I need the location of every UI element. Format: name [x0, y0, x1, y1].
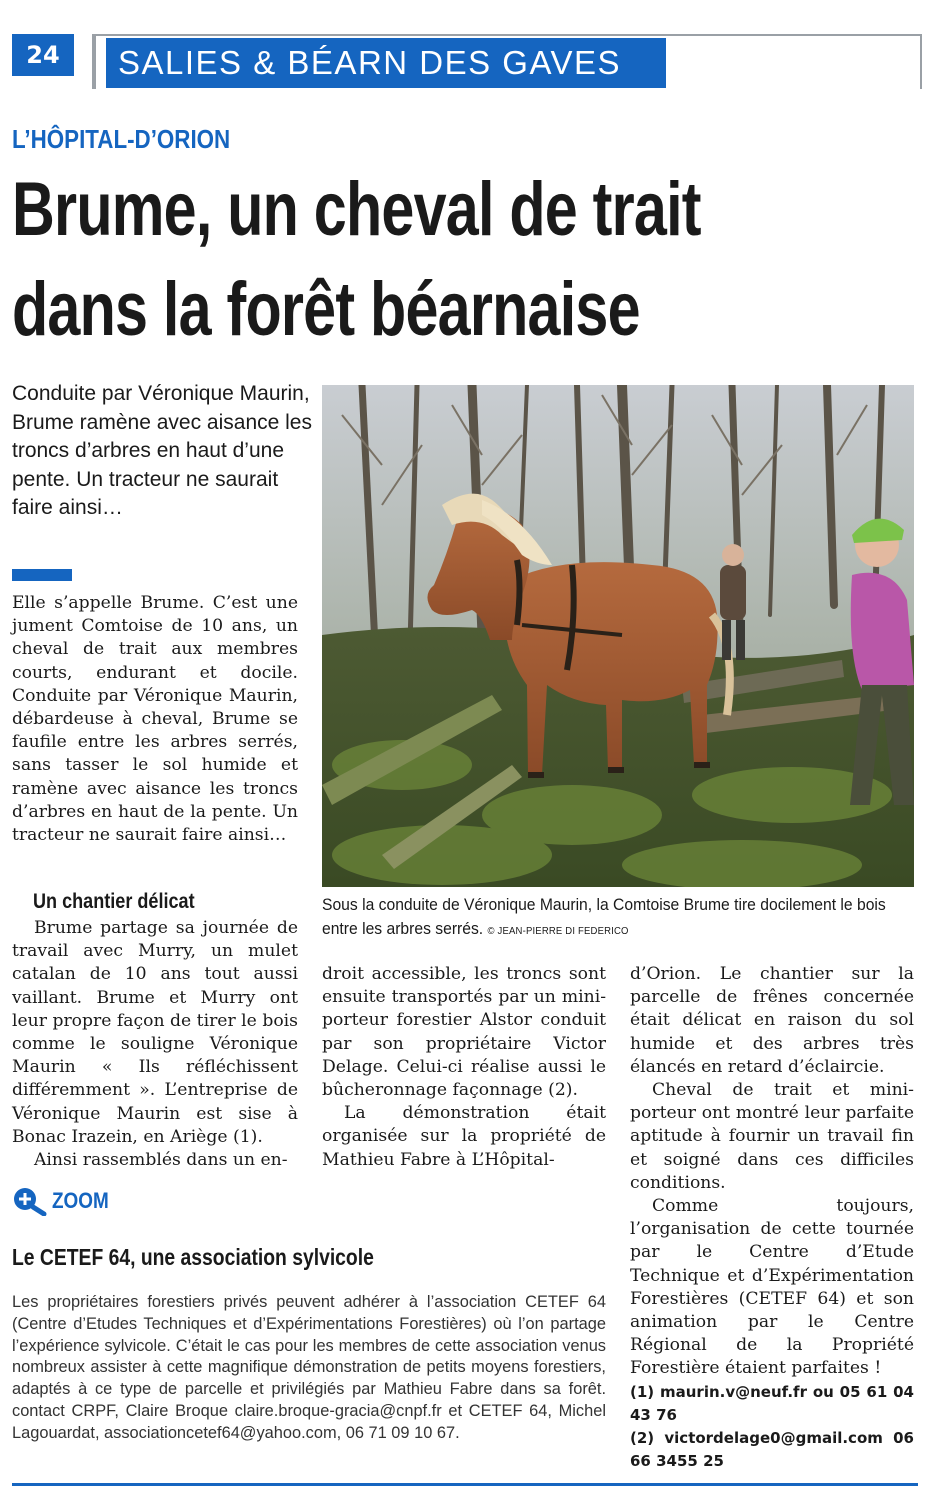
article-headline [12, 160, 792, 360]
page-number: 24 [12, 34, 74, 76]
article-column-1-lower [12, 917, 298, 1172]
headline-line-1: Brume, un cheval de trait [12, 167, 701, 252]
article-paragraph-4b: d’Orion. Le chantier sur la parcelle de frênes concernée était délicat en raison du sol humide et des arbres très élancés en retard d’éclaircie. [630, 964, 914, 1077]
article-paragraph-1: Elle s’appelle Brume. C’est une jument Comtoise de 10 ans, un cheval de trait aux membres courts, endurant et docile. Conduite par Véronique Maurin, débardeuse à cheval, Brume se faufile entre les arbres serrés, sans tasser le sol humide et ramène avec aisance les troncs d’arbres en haut de la pente. Un tracteur ne saurait faire ainsi… [12, 593, 298, 846]
zoom-label [12, 1186, 118, 1216]
horse-forest-photo [322, 385, 914, 887]
headline-line-2: dans la forêt béarnaise [12, 267, 640, 352]
bottom-rule [12, 1483, 918, 1486]
article-paragraph-5: Cheval de trait et mini-porteur ont montré leur parfaite aptitude à fournir un travail fin et soigné dans ces difficiles conditions. [630, 1080, 914, 1193]
article-paragraph-3a: Ainsi rassemblés dans un en- [34, 1150, 288, 1171]
photo-caption-text: Sous la conduite de Véronique Maurin, la Comtoise Brume tire docilement le bois entre les arbres serrés. [322, 896, 886, 938]
article-photo [322, 385, 914, 887]
zoom-label-text: ZOOM [52, 1188, 109, 1213]
article-column-2 [322, 963, 606, 1172]
zoom-box-title: Le CETEF 64, une association sylvicole [12, 1244, 374, 1270]
photo-credit: © JEAN-PIERRE DI FEDERICO [487, 926, 629, 937]
section-title: SALIES & BÉARN DES GAVES [106, 38, 666, 88]
note-1: (1) maurin.v@neuf.fr ou 05 61 04 43 76 [630, 1382, 914, 1424]
photo-caption [322, 893, 911, 944]
article-lead: Conduite par Véronique Maurin, Brume ramène avec aisance les troncs d’arbres en haut d’une pente. Un tracteur ne saurait faire ainsi… [12, 382, 312, 519]
article-paragraph-2: Brume partage sa journée de travail avec Murry, un mulet catalan de 10 ans tout aussi vaillant. Brume et Murry ont leur propre façon de tirer le bois comme le souligne Véronique Maurin « Ils réfléchissent différemment ». L’entreprise de Véronique Maurin est sise à Bonac Irazein, en Ariège (1). [12, 918, 298, 1147]
article-paragraph-3b: droit accessible, les troncs sont ensuite transportés par un mini-porteur forestier Alstor conduit par son propriétaire Victor Delage. Celui-ci réalise aussi le bûcheronnage façonnage (2). [322, 964, 606, 1101]
magnifier-plus-icon [12, 1186, 48, 1216]
article-subhead: Un chantier délicat [33, 890, 195, 913]
article-column-3 [630, 963, 914, 1473]
article-notes [630, 1381, 914, 1473]
article-paragraph-4a: La démonstration était organisée sur la propriété de Mathieu Fabre à L’Hôpital- [322, 1103, 606, 1170]
zoom-box-text: Les propriétaires forestiers privés peuvent adhérer à l’association CETEF 64 (Centre d’Etudes Techniques et d’Expérimentations Forestières) où l’on partage l’expérience sylvicole. C’était le cas pour les membres de cette association venus nombreux assister à cette magnifique démonstration de petits moyens forestiers, adaptés à ce type de parcelle et privilégiés par Mathieu Fabre dans sa forêt. contact CRPF, Claire Broque claire.broque-gracia@cnpf.fr et CETEF 64, Michel Lagouardat, associationcetef64@yahoo.com, 06 71 09 10 67. [12, 1293, 606, 1442]
section-divider [92, 34, 96, 89]
lead-rule [12, 569, 72, 581]
article-kicker: L’HÔPITAL-D’ORION [12, 124, 231, 154]
article-paragraph-6: Comme toujours, l’organisation de cette tournée par le Centre d’Etude Technique et d’Expérimentation Forestières (CETEF 64) et son animation par le Centre Régional de la Propriété Forestière étaient parfaites ! [630, 1196, 914, 1379]
note-2: (2) victordelage0@gmail.com 06 66 3455 25 [630, 1428, 914, 1470]
